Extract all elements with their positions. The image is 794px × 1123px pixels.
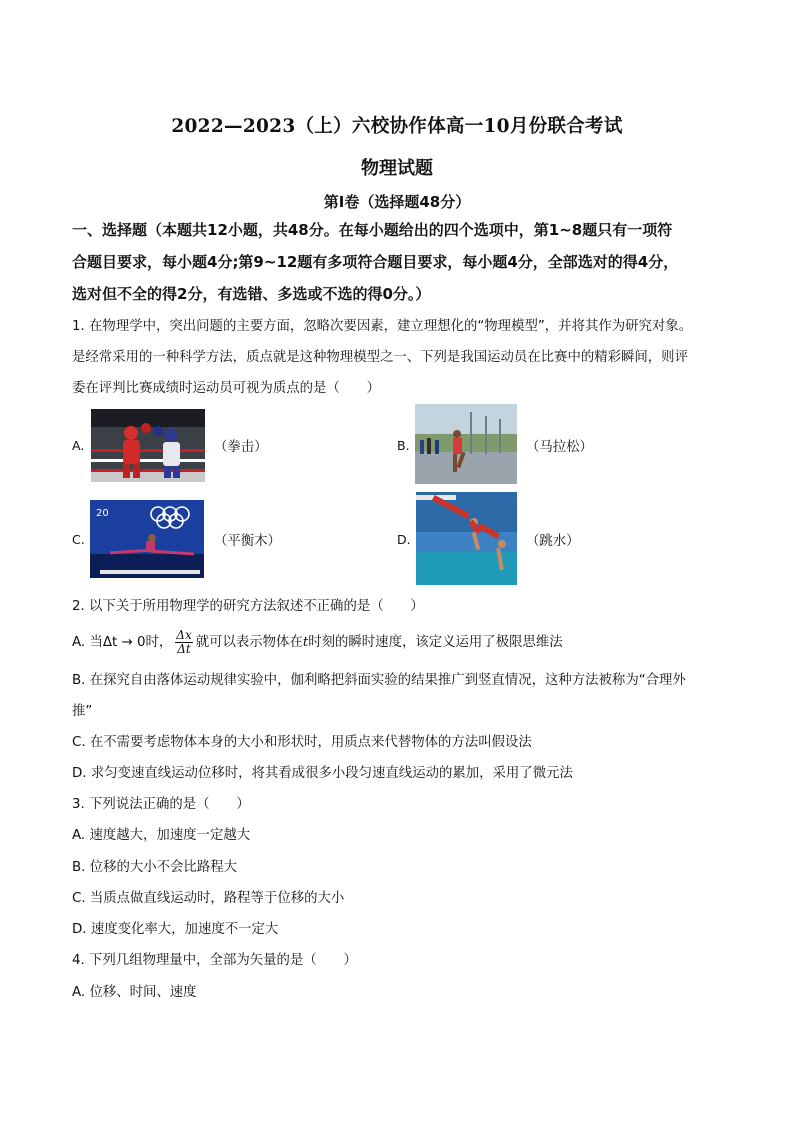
q3-stem: 3. 下列说法正确的是（ ） (72, 797, 250, 812)
instructions-line-3: 选对但不全的得2分，有选错、多选或不选的得0分。） (72, 285, 431, 303)
q1-stem-line-2: 是经常采用的一种科学方法，质点就是这种物理模型之一、下列是我国运动员在比赛中的精彩瞬间，则评 (72, 350, 688, 365)
marathon-photo (415, 404, 517, 484)
instructions-line-2: 合题目要求，每小题4分;第9~12题有多项符合题目要求，每小题4分，全部选对的得4分， (72, 253, 679, 271)
q1-option-d-letter: D. (397, 532, 411, 547)
exam-subtitle: 物理试题 (361, 158, 433, 179)
q3-option-d: D. 速度变化率大，加速度不一定大 (72, 922, 279, 937)
balance-beam-photo-icon (90, 500, 204, 578)
boxing-photo-icon (91, 409, 205, 482)
q1-option-b-caption: （马拉松） (526, 440, 593, 455)
q1-option-c-letter: C. (72, 532, 85, 547)
diving-photo-icon (416, 492, 517, 585)
marathon-photo-icon (415, 404, 517, 484)
balance-beam-photo (90, 500, 204, 578)
q4-stem: 4. 下列几组物理量中，全部为矢量的是（ ） (72, 953, 357, 968)
diving-photo (416, 492, 517, 585)
q3-option-a: A. 速度越大，加速度一定越大 (72, 828, 251, 843)
q2-option-a (72, 626, 732, 660)
section-heading: 第Ⅰ卷（选择题48分） (323, 193, 471, 211)
q3-option-b: B. 位移的大小不会比路程大 (72, 860, 237, 875)
boxing-photo (91, 409, 205, 482)
instructions-line-1: 一、选择题（本题共12小题，共48分。在每小题给出的四个选项中，第1~8题只有一项符 (72, 221, 673, 239)
q1-option-c-caption: （平衡木） (214, 534, 281, 549)
q2-option-d: D. 求匀变速直线运动位移时，将其看成很多小段匀速直线运动的累加，采用了微元法 (72, 766, 573, 781)
q1-stem-line-1: 1. 在物理学中，突出问题的主要方面，忽略次要因素，建立理想化的“物理模型”，并将其作为研究对象。 (72, 319, 693, 334)
q4-option-a: A. 位移、时间、速度 (72, 985, 197, 1000)
q2-option-b-line-1: B. 在探究自由落体运动规律实验中，伽利略把斜面实验的结果推广到竖直情况，这种方法被称为“合理外 (72, 673, 686, 688)
q1-option-d-caption: （跳水） (526, 534, 580, 549)
q1-option-b-letter: B. (397, 438, 410, 453)
q2-option-a-prefix: A. 当Δt → 0时， (72, 635, 173, 650)
q2-option-b-line-2: 推” (72, 704, 93, 719)
svg-text:20: 20 (96, 508, 109, 519)
frac-numerator: Δx (176, 627, 192, 642)
q2-option-c: C. 在不需要考虑物体本身的大小和形状时，用质点来代替物体的方法叫假设法 (72, 735, 532, 750)
q2-stem: 2. 以下关于所用物理学的研究方法叙述不正确的是（ ） (72, 599, 424, 614)
q2-option-a-suffix: 时刻的瞬时速度，该定义运用了极限思维法 (308, 635, 563, 650)
q1-option-a-letter: A. (72, 438, 85, 453)
q1-stem-line-3: 委在评判比赛成绩时运动员可视为质点的是（ ） (72, 381, 380, 396)
q3-option-c: C. 当质点做直线运动时，路程等于位移的大小 (72, 891, 345, 906)
delta-x-over-delta-t (175, 629, 192, 656)
q2-option-a-mid: 就可以表示物体在 (195, 635, 303, 650)
frac-denominator: Δt (177, 641, 191, 656)
exam-title: 2022—2023（上）六校协作体高一10月份联合考试 (171, 116, 623, 137)
q1-option-a-caption: （拳击） (214, 440, 268, 455)
q2-option-a-var: t (302, 635, 309, 650)
